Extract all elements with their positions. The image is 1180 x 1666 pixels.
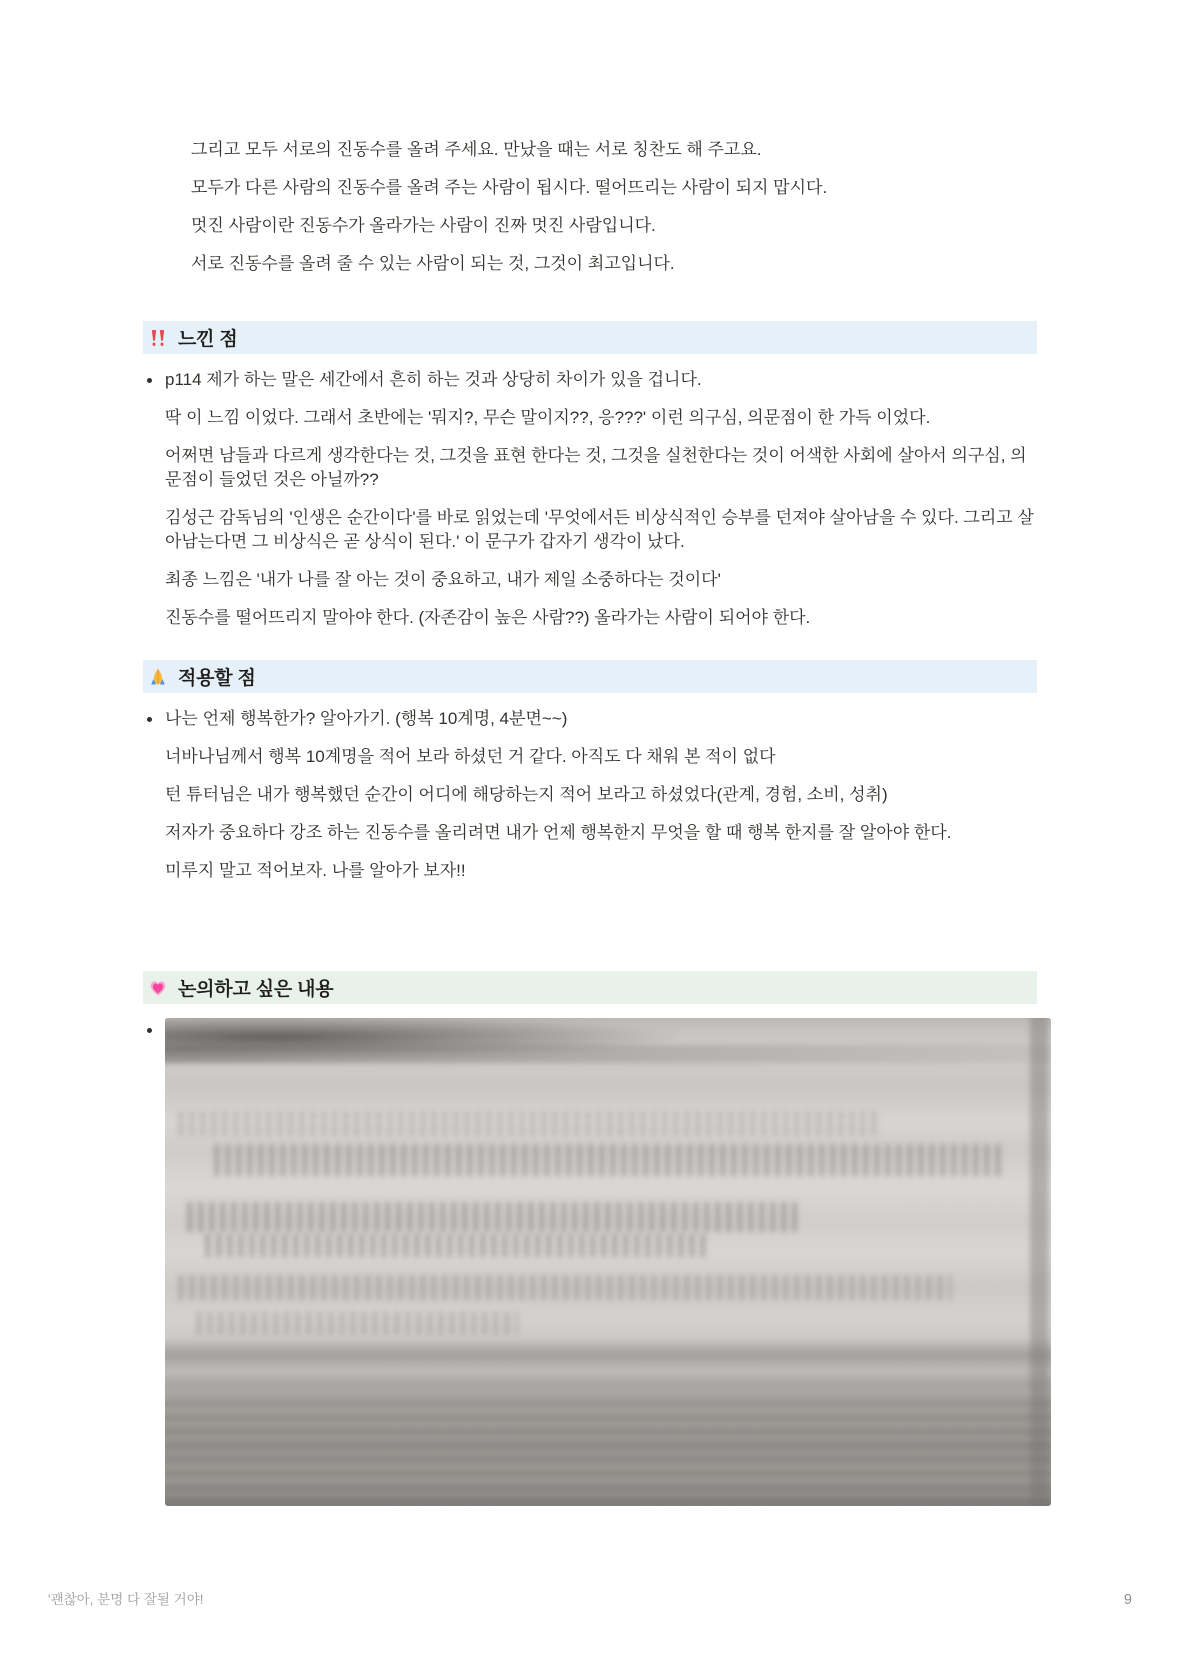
scan-textline-layer: [193, 1312, 518, 1335]
scan-waves-layer: [165, 1338, 1051, 1398]
list-item: p114 제가 하는 말은 세간에서 흔히 하는 것과 상당히 차이가 있을 겁니다.: [143, 368, 1040, 392]
scan-bottom-layer: [165, 1393, 1051, 1506]
list-item: 최종 느낌은 '내가 나를 잘 아는 것이 중요하고, 내가 제일 소중하다는 것이다': [165, 570, 721, 589]
double-exclamation-icon: [147, 327, 169, 349]
scan-right-edge-layer: [1030, 1018, 1048, 1506]
intro-paragraphs: [191, 0, 1040, 276]
list-item: 저자가 중요하다 강조 하는 진동수를 올리려면 내가 언제 행복한지 무엇을 할 때 행복 한지를 잘 알아야 한다.: [165, 823, 952, 842]
list-item-image: [143, 1018, 1040, 1506]
list-item: 김성근 감독님의 '인생은 순간이다'를 바로 읽었는데 '무엇에서든 비상식적인 승부를 던져야 살아남을 수 있다. 그리고 살아남는다면 그 비상식은 곧 상식이 된다.' 이 문구가 갑자기 생각이 났다.: [165, 508, 1034, 551]
section-felt: [0, 321, 1180, 630]
discussion-scan-image: [165, 1018, 1051, 1506]
section-title-discuss: 논의하고 싶은 내용: [178, 979, 334, 1000]
list-item: 진동수를 떨어뜨리지 말아야 한다. (자존감이 높은 사람??) 올라가는 사람이 되어야 한다.: [165, 608, 811, 627]
intro-line: 서로 진동수를 올려 줄 수 있는 사람이 되는 것, 그것이 최고입니다.: [191, 254, 675, 273]
scan-textline-layer: [211, 1144, 1005, 1177]
scan-textline-layer: [202, 1234, 707, 1257]
footer-quote: '괜찮아, 분명 다 잘될 거야!: [48, 1592, 204, 1607]
list-item: 미루지 말고 적어보자. 나를 알아가 보자!!: [165, 861, 466, 880]
folded-hands-icon: [147, 666, 169, 688]
list-item: 어쩌면 남들과 다르게 생각한다는 것, 그것을 표현 한다는 것, 그것을 실천한다는 것이 어색한 사회에 살아서 의구심, 의문점이 들었던 것은 아닐까??: [165, 446, 1027, 489]
page-number: 9: [1123, 1592, 1132, 1608]
section-apply: [0, 660, 1180, 883]
section-title-apply: 적용할 점: [178, 668, 256, 689]
list-item: 나는 언제 행복한가? 알아가기. (행복 10계명, 4분면~~): [143, 707, 1040, 731]
intro-line: 그리고 모두 서로의 진동수를 올려 주세요. 만났을 때는 서로 칭찬도 해 주고요.: [191, 140, 762, 159]
section-header-discuss: [143, 971, 1037, 1004]
apply-notes-list: [143, 707, 1040, 883]
growing-heart-icon: [147, 977, 169, 999]
scan-textline-layer: [184, 1202, 797, 1232]
list-item: 턴 튜터님은 내가 행복했던 순간이 어디에 해당하는지 적어 보라고 하셨었다(관계, 경험, 소비, 성취): [165, 785, 888, 804]
felt-notes-list: [143, 368, 1040, 630]
page-footer: [48, 1588, 1132, 1608]
intro-line: 모두가 다른 사람의 진동수를 올려 주는 사람이 됩시다. 떨어뜨리는 사람이 되지 맙시다.: [191, 178, 828, 197]
scan-textline-layer: [175, 1111, 879, 1136]
discuss-notes-list: [143, 1018, 1040, 1506]
section-header-felt: [143, 321, 1037, 354]
intro-line: 멋진 사람이란 진동수가 올라가는 사람이 진짜 멋진 사람입니다.: [191, 216, 656, 235]
section-title-felt: 느낀 점: [178, 329, 238, 350]
section-header-apply: [143, 660, 1037, 693]
list-item: 딱 이 느낌 이었다. 그래서 초반에는 '뭐지?, 무슨 말이지??, 응???' 이런 의구심, 의문점이 한 가득 이었다.: [165, 408, 931, 427]
scan-textline-layer: [175, 1275, 951, 1300]
scan-texture-layers: [165, 1018, 1051, 1506]
scan-topline-layer: [165, 1045, 1051, 1063]
section-discuss: [0, 971, 1180, 1506]
list-item: 너바나님께서 행복 10계명을 적어 보라 하셨던 거 같다. 아직도 다 채워 본 적이 없다: [165, 747, 776, 766]
